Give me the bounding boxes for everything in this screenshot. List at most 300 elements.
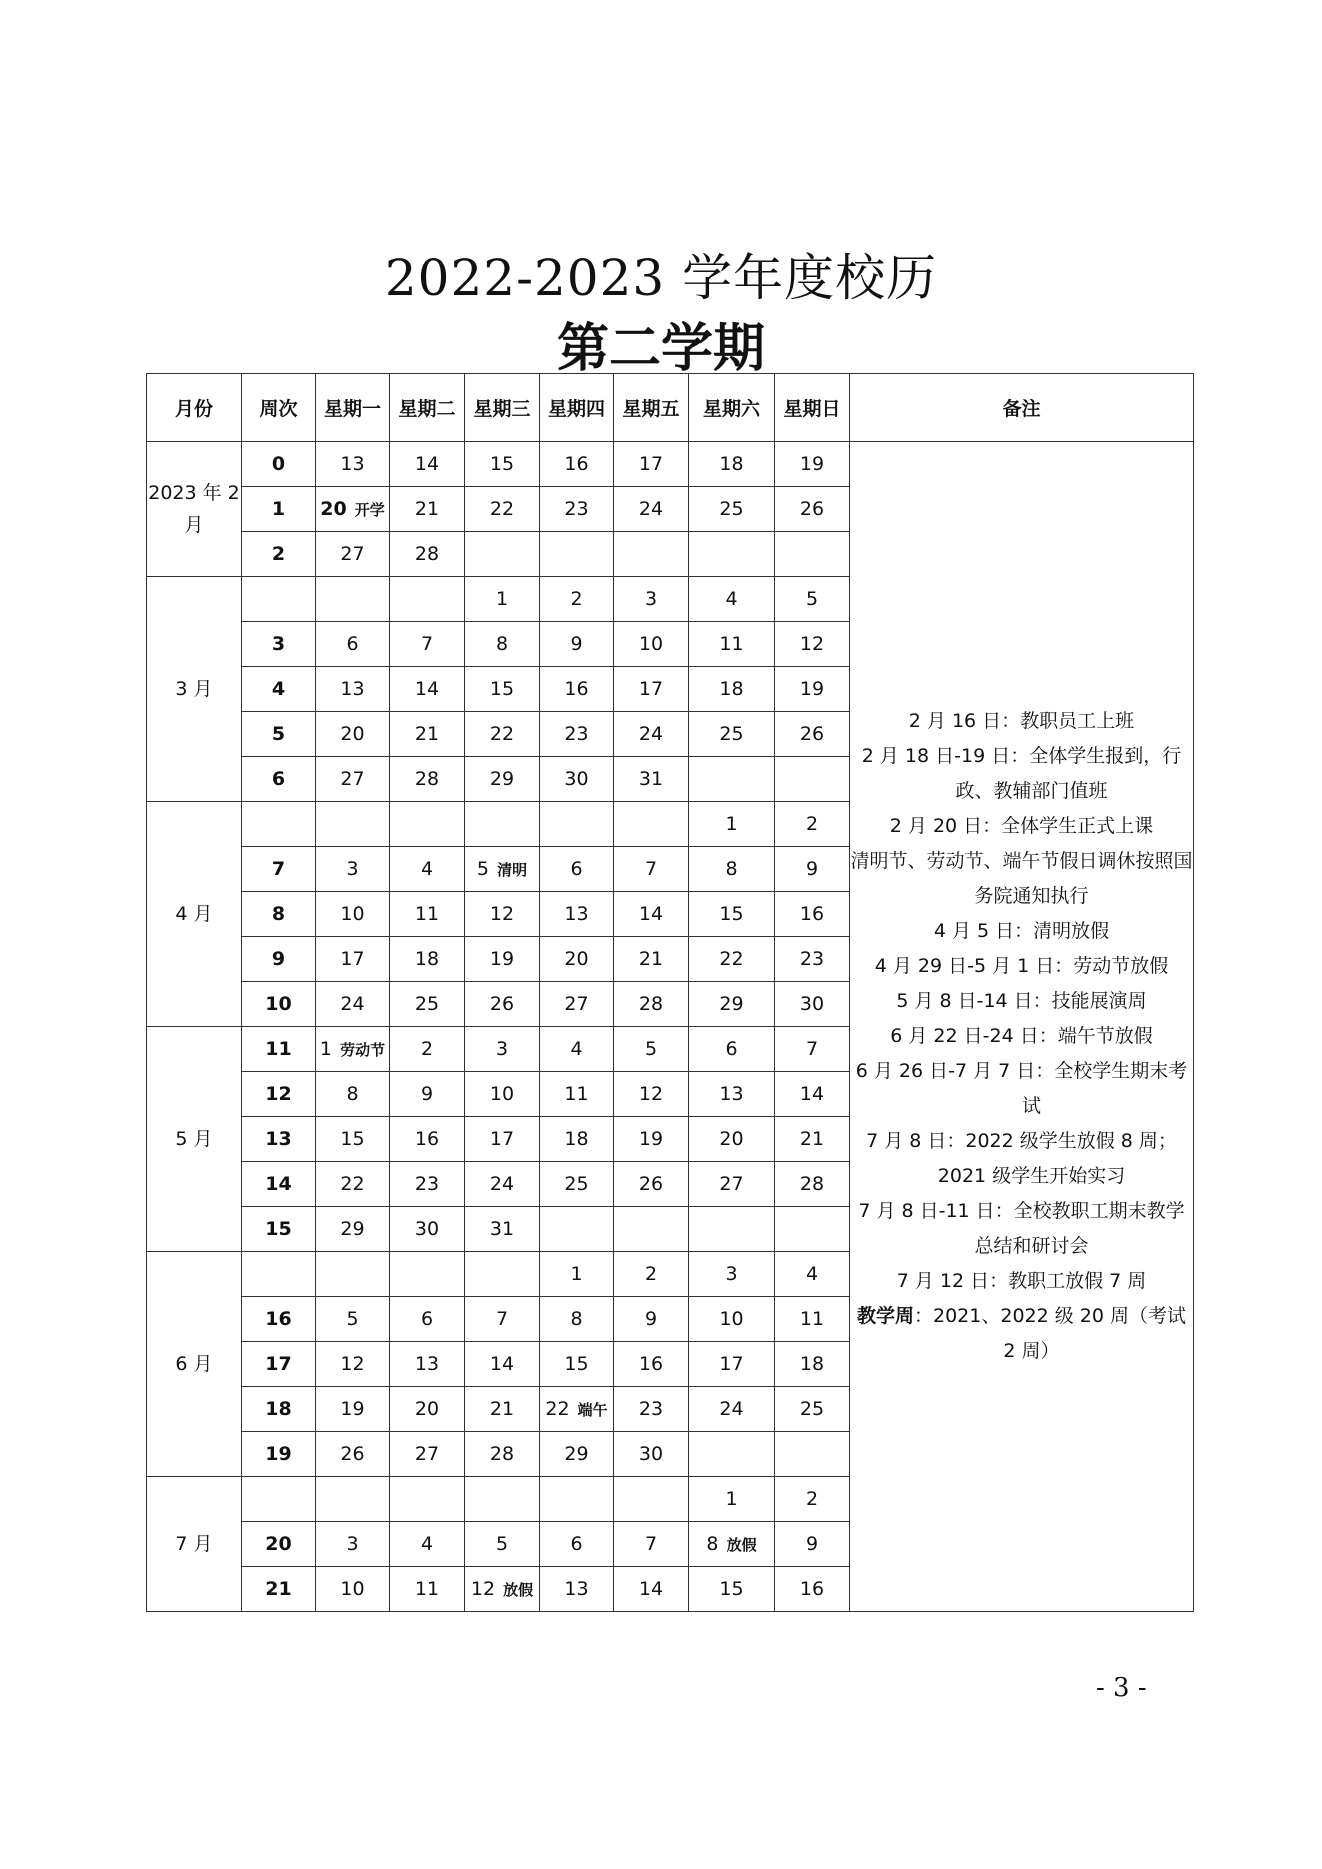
day-cell bbox=[465, 622, 540, 667]
day-number: 29 bbox=[340, 1218, 365, 1240]
day-cell bbox=[775, 577, 850, 622]
day-number: 13 bbox=[340, 678, 365, 700]
day-number: 20 bbox=[719, 1128, 744, 1150]
day-number: 21 bbox=[489, 1398, 515, 1420]
day-cell bbox=[316, 1207, 390, 1252]
day-cell bbox=[316, 1117, 390, 1162]
day-number: 16 bbox=[799, 903, 825, 925]
day-cell bbox=[540, 712, 614, 757]
day-number: 20 bbox=[414, 1398, 440, 1420]
day-number: 24 bbox=[340, 993, 365, 1015]
day-number: 20 bbox=[340, 723, 365, 745]
day-number: 14 bbox=[414, 453, 440, 475]
day-number: 27 bbox=[340, 543, 365, 565]
day-cell bbox=[775, 1027, 850, 1072]
day-cell bbox=[316, 1297, 390, 1342]
day-number: 25 bbox=[719, 723, 744, 745]
day-cell bbox=[775, 622, 850, 667]
day-cell bbox=[540, 757, 614, 802]
week-number-cell: 18 bbox=[242, 1387, 316, 1432]
week-number-cell: 16 bbox=[242, 1297, 316, 1342]
day-cell bbox=[465, 577, 540, 622]
day-cell bbox=[390, 1522, 465, 1567]
day-cell bbox=[316, 712, 390, 757]
week-number-cell: 6 bbox=[242, 757, 316, 802]
day-cell bbox=[689, 532, 775, 577]
column-header: 星期六 bbox=[689, 374, 775, 442]
column-header: 星期五 bbox=[614, 374, 689, 442]
day-number: 26 bbox=[799, 723, 825, 745]
day-cell bbox=[614, 1252, 689, 1297]
day-event-label: 放假 bbox=[503, 1581, 534, 1599]
day-number: 13 bbox=[414, 1353, 440, 1375]
day-cell bbox=[540, 442, 614, 487]
day-cell bbox=[316, 982, 390, 1027]
day-number: 27 bbox=[414, 1443, 440, 1465]
day-cell bbox=[540, 532, 614, 577]
day-number: 27 bbox=[340, 768, 365, 790]
day-cell bbox=[465, 1477, 540, 1522]
column-header: 星期日 bbox=[775, 374, 850, 442]
day-cell bbox=[316, 1522, 390, 1567]
day-number: 12 bbox=[799, 633, 825, 655]
school-calendar-table bbox=[146, 373, 1194, 1612]
day-number: 5 bbox=[476, 858, 490, 880]
day-cell bbox=[614, 1477, 689, 1522]
day-cell bbox=[316, 622, 390, 667]
remark-item bbox=[850, 984, 1193, 1019]
day-number: 11 bbox=[564, 1083, 589, 1105]
day-number: 8 bbox=[706, 1533, 719, 1555]
day-cell bbox=[689, 1162, 775, 1207]
day-cell bbox=[614, 622, 689, 667]
day-cell bbox=[775, 847, 850, 892]
week-number-cell: 13 bbox=[242, 1117, 316, 1162]
day-cell bbox=[614, 577, 689, 622]
week-number-cell: 14 bbox=[242, 1162, 316, 1207]
day-number: 1 bbox=[725, 1488, 738, 1510]
day-cell bbox=[775, 1072, 850, 1117]
remark-text: 7 月 8 日：2022 级学生放假 8 周；2021 级学生开始实习 bbox=[866, 1130, 1177, 1187]
remark-item bbox=[850, 914, 1193, 949]
day-cell bbox=[390, 712, 465, 757]
day-cell bbox=[316, 577, 390, 622]
day-cell bbox=[540, 1252, 614, 1297]
day-number: 13 bbox=[719, 1083, 744, 1105]
day-number: 28 bbox=[638, 993, 664, 1015]
day-event-label: 开学 bbox=[354, 501, 385, 519]
day-number: 3 bbox=[644, 588, 658, 610]
remark-item bbox=[850, 949, 1193, 984]
remark-item bbox=[850, 1194, 1193, 1264]
week-number-cell bbox=[242, 577, 316, 622]
day-number: 26 bbox=[340, 1443, 365, 1465]
remark-text: 6 月 22 日-24 日：端午节放假 bbox=[890, 1025, 1153, 1047]
day-cell bbox=[775, 1387, 850, 1432]
day-number: 1 bbox=[495, 588, 509, 610]
day-event-label: 清明 bbox=[497, 861, 528, 879]
day-cell bbox=[390, 1432, 465, 1477]
remark-text: ：2021、2022 级 20 周（考试 2 周） bbox=[914, 1305, 1187, 1362]
day-event-label: 放假 bbox=[726, 1536, 757, 1554]
day-cell bbox=[614, 757, 689, 802]
week-number-cell: 2 bbox=[242, 532, 316, 577]
day-cell bbox=[540, 1387, 614, 1432]
day-cell bbox=[316, 442, 390, 487]
month-cell: 4 月 bbox=[147, 802, 242, 1027]
day-number: 14 bbox=[638, 1578, 664, 1600]
remark-label: 教学周 bbox=[856, 1305, 914, 1327]
day-number: 2 bbox=[644, 1263, 658, 1285]
day-number: 2 bbox=[805, 1488, 819, 1510]
column-header: 星期三 bbox=[465, 374, 540, 442]
day-number: 7 bbox=[644, 858, 658, 880]
day-number: 24 bbox=[489, 1173, 515, 1195]
remark-item bbox=[850, 739, 1193, 809]
day-cell bbox=[689, 757, 775, 802]
day-cell bbox=[775, 982, 850, 1027]
day-cell bbox=[465, 1252, 540, 1297]
column-header: 星期四 bbox=[540, 374, 614, 442]
day-number: 9 bbox=[420, 1083, 434, 1105]
day-cell bbox=[775, 1297, 850, 1342]
day-cell bbox=[465, 1207, 540, 1252]
day-cell bbox=[390, 1117, 465, 1162]
day-cell bbox=[540, 937, 614, 982]
page-title: 2022-2023 学年度校历 bbox=[384, 249, 938, 307]
day-number: 14 bbox=[799, 1083, 825, 1105]
day-cell bbox=[390, 847, 465, 892]
day-cell bbox=[390, 1027, 465, 1072]
day-cell bbox=[390, 1207, 465, 1252]
day-cell bbox=[465, 1342, 540, 1387]
day-number: 20 bbox=[564, 948, 589, 970]
day-cell bbox=[316, 892, 390, 937]
week-number-cell: 3 bbox=[242, 622, 316, 667]
day-number: 5 bbox=[805, 588, 819, 610]
day-cell bbox=[614, 1117, 689, 1162]
day-number: 13 bbox=[340, 453, 365, 475]
day-cell bbox=[465, 667, 540, 712]
day-cell bbox=[390, 1342, 465, 1387]
day-cell bbox=[689, 1567, 775, 1612]
day-cell bbox=[465, 1072, 540, 1117]
day-cell bbox=[775, 712, 850, 757]
day-number: 25 bbox=[564, 1173, 589, 1195]
day-number: 15 bbox=[564, 1353, 589, 1375]
day-cell bbox=[390, 622, 465, 667]
day-cell bbox=[614, 847, 689, 892]
day-number: 17 bbox=[489, 1128, 515, 1150]
day-cell bbox=[465, 1162, 540, 1207]
day-number: 21 bbox=[414, 723, 440, 745]
day-cell bbox=[465, 1522, 540, 1567]
day-cell bbox=[775, 1207, 850, 1252]
day-number: 24 bbox=[638, 498, 664, 520]
day-cell bbox=[775, 1342, 850, 1387]
day-number: 4 bbox=[570, 1038, 583, 1060]
remark-item bbox=[850, 1299, 1193, 1369]
day-number: 16 bbox=[564, 453, 589, 475]
day-cell bbox=[689, 937, 775, 982]
day-cell bbox=[465, 1387, 540, 1432]
day-cell bbox=[316, 1342, 390, 1387]
day-number: 1 bbox=[725, 813, 738, 835]
day-number: 6 bbox=[570, 1533, 583, 1555]
day-number: 19 bbox=[638, 1128, 664, 1150]
week-number-cell: 21 bbox=[242, 1567, 316, 1612]
week-number-cell: 5 bbox=[242, 712, 316, 757]
day-cell bbox=[465, 937, 540, 982]
day-number: 26 bbox=[489, 993, 515, 1015]
column-header: 月份 bbox=[147, 374, 242, 442]
remark-item bbox=[850, 1124, 1193, 1194]
day-cell bbox=[390, 667, 465, 712]
day-number: 7 bbox=[420, 633, 434, 655]
day-number: 17 bbox=[638, 453, 664, 475]
day-cell bbox=[689, 982, 775, 1027]
day-number: 3 bbox=[725, 1263, 738, 1285]
remark-text: 2 月 20 日：全体学生正式上课 bbox=[889, 815, 1154, 837]
day-cell bbox=[614, 442, 689, 487]
day-cell bbox=[465, 487, 540, 532]
day-number: 30 bbox=[414, 1218, 440, 1240]
day-cell bbox=[775, 487, 850, 532]
week-number-cell bbox=[242, 1477, 316, 1522]
day-number: 31 bbox=[638, 768, 664, 790]
day-cell bbox=[689, 1027, 775, 1072]
day-number: 4 bbox=[420, 858, 434, 880]
page-subtitle: 第二学期 bbox=[556, 318, 765, 379]
day-number: 15 bbox=[489, 678, 515, 700]
day-number: 18 bbox=[719, 453, 744, 475]
month-cell: 5 月 bbox=[147, 1027, 242, 1252]
day-number: 2 bbox=[570, 588, 583, 610]
month-cell: 3 月 bbox=[147, 577, 242, 802]
day-cell bbox=[689, 442, 775, 487]
day-cell bbox=[540, 1027, 614, 1072]
day-number: 13 bbox=[564, 1578, 589, 1600]
day-cell bbox=[390, 1252, 465, 1297]
day-number: 23 bbox=[564, 498, 589, 520]
day-cell bbox=[316, 1027, 390, 1072]
day-cell bbox=[775, 1162, 850, 1207]
week-number-cell: 0 bbox=[242, 442, 316, 487]
day-number: 14 bbox=[414, 678, 440, 700]
day-cell bbox=[316, 1432, 390, 1477]
day-cell bbox=[540, 1297, 614, 1342]
day-number: 22 bbox=[489, 723, 515, 745]
day-cell bbox=[614, 892, 689, 937]
day-cell bbox=[390, 892, 465, 937]
day-cell bbox=[614, 1072, 689, 1117]
day-number: 10 bbox=[719, 1308, 744, 1330]
day-cell bbox=[390, 982, 465, 1027]
remark-text: 5 月 8 日-14 日：技能展演周 bbox=[896, 990, 1147, 1012]
day-number: 12 bbox=[638, 1083, 664, 1105]
day-number: 9 bbox=[805, 858, 819, 880]
day-cell bbox=[689, 1342, 775, 1387]
day-number: 28 bbox=[414, 768, 440, 790]
day-cell bbox=[540, 802, 614, 847]
day-cell bbox=[465, 757, 540, 802]
day-number: 28 bbox=[414, 543, 440, 565]
day-cell bbox=[614, 802, 689, 847]
day-number: 25 bbox=[799, 1398, 825, 1420]
day-number: 12 bbox=[340, 1353, 365, 1375]
day-cell bbox=[614, 982, 689, 1027]
day-number: 22 bbox=[489, 498, 515, 520]
day-cell bbox=[316, 532, 390, 577]
day-cell bbox=[775, 532, 850, 577]
day-number: 2 bbox=[420, 1038, 434, 1060]
day-number: 21 bbox=[414, 498, 440, 520]
day-number: 11 bbox=[414, 1578, 440, 1600]
day-number: 10 bbox=[340, 1578, 365, 1600]
day-cell bbox=[689, 1252, 775, 1297]
day-number: 26 bbox=[799, 498, 825, 520]
day-number: 30 bbox=[638, 1443, 664, 1465]
day-number: 17 bbox=[638, 678, 664, 700]
day-cell bbox=[316, 802, 390, 847]
day-number: 23 bbox=[414, 1173, 440, 1195]
day-cell bbox=[614, 1297, 689, 1342]
table-body bbox=[147, 442, 1194, 1612]
day-number: 5 bbox=[346, 1308, 359, 1330]
week-number-cell: 1 bbox=[242, 487, 316, 532]
day-number: 14 bbox=[638, 903, 664, 925]
week-number-cell: 8 bbox=[242, 892, 316, 937]
day-event-label: 端午 bbox=[577, 1401, 608, 1419]
week-number-cell bbox=[242, 802, 316, 847]
day-number: 31 bbox=[489, 1218, 515, 1240]
day-number: 24 bbox=[638, 723, 664, 745]
day-cell bbox=[316, 487, 390, 532]
day-cell bbox=[540, 1207, 614, 1252]
day-number: 9 bbox=[644, 1308, 658, 1330]
day-number: 22 bbox=[545, 1398, 570, 1420]
day-cell bbox=[689, 622, 775, 667]
remark-text: 7 月 8 日-11 日：全校教职工期末教学总结和研讨会 bbox=[858, 1200, 1185, 1257]
day-number: 9 bbox=[805, 1533, 819, 1555]
remark-item bbox=[850, 1264, 1193, 1299]
day-cell bbox=[775, 1252, 850, 1297]
day-number: 6 bbox=[725, 1038, 738, 1060]
day-cell bbox=[540, 892, 614, 937]
day-cell bbox=[316, 847, 390, 892]
day-cell bbox=[390, 757, 465, 802]
day-cell bbox=[689, 892, 775, 937]
day-cell bbox=[390, 1567, 465, 1612]
day-cell bbox=[465, 1432, 540, 1477]
day-cell bbox=[540, 622, 614, 667]
day-cell bbox=[390, 802, 465, 847]
day-number: 7 bbox=[495, 1308, 509, 1330]
day-number: 5 bbox=[495, 1533, 509, 1555]
day-number: 16 bbox=[414, 1128, 440, 1150]
day-number: 20 bbox=[320, 498, 347, 520]
remark-text: 2 月 18 日-19 日：全体学生报到，行政、教辅部门值班 bbox=[861, 745, 1182, 802]
day-number: 3 bbox=[346, 858, 359, 880]
day-number: 23 bbox=[799, 948, 825, 970]
day-number: 15 bbox=[340, 1128, 365, 1150]
week-number-cell: 12 bbox=[242, 1072, 316, 1117]
day-number: 16 bbox=[564, 678, 589, 700]
day-number: 19 bbox=[799, 453, 825, 475]
day-number: 21 bbox=[638, 948, 664, 970]
day-cell bbox=[390, 1162, 465, 1207]
day-number: 30 bbox=[799, 993, 825, 1015]
day-cell bbox=[390, 1072, 465, 1117]
day-cell bbox=[465, 847, 540, 892]
day-number: 12 bbox=[470, 1578, 496, 1600]
remark-text: 4 月 29 日-5 月 1 日：劳动节放假 bbox=[874, 955, 1169, 977]
remark-text: 7 月 12 日：教职工放假 7 周 bbox=[896, 1270, 1147, 1292]
day-cell bbox=[689, 487, 775, 532]
day-cell bbox=[689, 1477, 775, 1522]
day-cell bbox=[465, 712, 540, 757]
day-number: 23 bbox=[564, 723, 589, 745]
month-cell: 7 月 bbox=[147, 1477, 242, 1612]
day-cell bbox=[614, 1342, 689, 1387]
remark-item bbox=[850, 844, 1193, 914]
week-number-cell: 17 bbox=[242, 1342, 316, 1387]
day-cell bbox=[614, 1207, 689, 1252]
day-cell bbox=[775, 667, 850, 712]
day-cell bbox=[614, 532, 689, 577]
day-cell bbox=[775, 1432, 850, 1477]
day-cell bbox=[316, 757, 390, 802]
day-cell bbox=[316, 1162, 390, 1207]
day-cell bbox=[540, 1567, 614, 1612]
day-number: 1 bbox=[570, 1263, 583, 1285]
day-number: 16 bbox=[799, 1578, 825, 1600]
table-row bbox=[147, 442, 1194, 487]
day-number: 29 bbox=[719, 993, 744, 1015]
day-cell bbox=[390, 1477, 465, 1522]
day-number: 8 bbox=[570, 1308, 583, 1330]
day-cell bbox=[614, 1432, 689, 1477]
day-cell bbox=[775, 1567, 850, 1612]
day-cell bbox=[614, 1027, 689, 1072]
day-number: 15 bbox=[489, 453, 515, 475]
day-cell bbox=[540, 1522, 614, 1567]
day-cell bbox=[775, 1477, 850, 1522]
day-cell bbox=[540, 1162, 614, 1207]
day-cell bbox=[614, 937, 689, 982]
day-cell bbox=[390, 577, 465, 622]
day-cell bbox=[775, 937, 850, 982]
day-cell bbox=[689, 1207, 775, 1252]
day-cell bbox=[775, 802, 850, 847]
day-number: 23 bbox=[638, 1398, 664, 1420]
day-number: 5 bbox=[644, 1038, 658, 1060]
day-number: 3 bbox=[495, 1038, 509, 1060]
day-cell bbox=[465, 892, 540, 937]
day-cell bbox=[689, 577, 775, 622]
day-number: 10 bbox=[489, 1083, 515, 1105]
day-number: 30 bbox=[564, 768, 589, 790]
day-cell bbox=[689, 1297, 775, 1342]
remark-text: 6 月 26 日-7 月 7 日：全校学生期末考试 bbox=[855, 1060, 1188, 1117]
day-number: 2 bbox=[805, 813, 819, 835]
day-number: 24 bbox=[719, 1398, 744, 1420]
day-number: 18 bbox=[564, 1128, 589, 1150]
day-number: 17 bbox=[719, 1353, 744, 1375]
remark-item bbox=[850, 1054, 1193, 1124]
page-number: - 3 - bbox=[1096, 1673, 1147, 1703]
day-cell bbox=[465, 1297, 540, 1342]
